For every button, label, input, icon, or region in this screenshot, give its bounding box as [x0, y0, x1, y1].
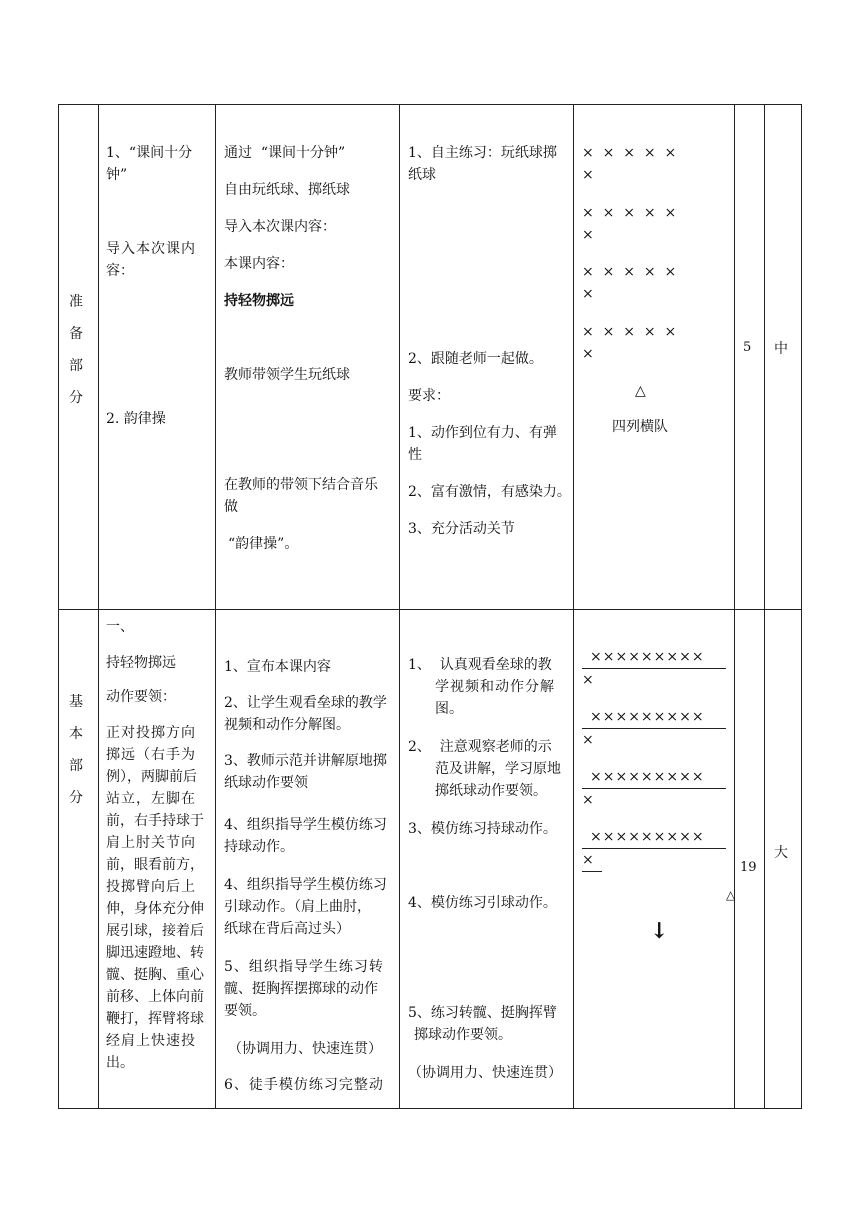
prep-time: 5	[743, 340, 752, 355]
formation-row-main: × × × × ×	[582, 205, 677, 221]
basic-content-l15: 髋、挺胸、重心	[106, 967, 204, 983]
basic-student-l2: 学视频和动作分解	[435, 679, 555, 695]
section-char: 分	[69, 390, 83, 406]
basic-content-l9: 肩上肘关节向	[106, 835, 196, 851]
basic-time-cell	[734, 609, 765, 1109]
prep-student-l3: 2、跟随老师一起做。	[408, 351, 543, 367]
basic-student-l10: 掷球动作要领。	[414, 1027, 512, 1043]
basic-teacher-l4: 3、教师示范并讲解原地掷	[224, 753, 387, 769]
formation-row-wrap: ×	[582, 792, 594, 808]
basic-student-l4: 2、 注意观察老师的示	[408, 739, 552, 755]
formation-row-wrap: ×	[582, 732, 594, 748]
formation-row-wrap: ×	[582, 849, 602, 872]
prep-teacher-l7: 在教师的带领下结合音乐	[224, 477, 378, 493]
basic-teacher-l14: （协调用力、快速连贯）	[228, 1041, 382, 1057]
basic-student-l5: 范及讲解，学习原地	[435, 761, 561, 777]
formation-row-main: × × × × ×	[582, 264, 677, 280]
basic-intensity: 大	[774, 845, 788, 861]
prep-formation-row	[582, 261, 676, 305]
prep-teacher-l5: 持轻物掷远	[224, 293, 294, 309]
basic-content-l13: 展引球，接着后	[106, 923, 204, 939]
teacher-triangle-icon: △	[635, 383, 646, 399]
basic-content-l8: 前，右手持球于	[106, 813, 204, 829]
basic-student-l9: 5、练习转髋、挺胸挥臂	[408, 1005, 557, 1021]
basic-content-l11: 投掷臂向后上	[106, 879, 196, 895]
prep-time-cell	[734, 104, 765, 610]
formation-row-wrap: ×	[582, 227, 594, 243]
prep-student-l8: 3、充分活动关节	[408, 521, 515, 537]
basic-teacher-cell	[215, 609, 400, 1109]
basic-section-label	[66, 692, 86, 820]
basic-formation-row	[582, 766, 726, 811]
prep-student-l5: 1、动作到位有力、有弹	[408, 425, 557, 441]
section-char: 本	[69, 726, 83, 742]
basic-teacher-l1: 1、宣布本课内容	[224, 659, 331, 675]
formation-row-main: ×××××××××	[582, 826, 726, 849]
basic-content-l4: 正对投掷方向	[106, 725, 196, 741]
prep-teacher-l6: 教师带领学生玩纸球	[224, 367, 350, 383]
formation-row-main: ×××××××××	[582, 646, 726, 669]
prep-intro-line1: 导入本次课内	[106, 241, 196, 257]
prep-formation-caption: 四列横队	[612, 419, 668, 435]
teacher-triangle-icon: △	[726, 888, 736, 902]
basic-teacher-l10: 纸球在背后高过头）	[224, 921, 350, 937]
prep-student-l7: 2、富有激情，有感染力。	[408, 484, 571, 500]
basic-teacher-l15: 6、徒手模仿练习完整动	[224, 1077, 384, 1093]
section-char: 部	[69, 358, 83, 374]
prep-intensity: 中	[774, 341, 788, 357]
basic-section-cell	[58, 609, 99, 1109]
basic-teacher-l6: 4、组织指导学生模仿练习	[224, 817, 387, 833]
basic-teacher-l12: 髋、挺胸挥摆掷球的动作	[224, 981, 378, 997]
formation-row-wrap: ×	[582, 286, 594, 302]
basic-teacher-l11: 5、组织指导学生练习转	[224, 959, 384, 975]
section-char: 备	[69, 326, 83, 342]
basic-student-l11: （协调用力、快速连贯）	[408, 1065, 562, 1081]
basic-teacher-l5: 纸球动作要领	[224, 775, 308, 791]
arrow-down-icon: ↓	[650, 918, 669, 944]
section-char: 分	[69, 790, 83, 806]
prep-student-l6: 性	[408, 447, 422, 463]
formation-row-main: × × × × ×	[582, 324, 677, 340]
prep-teacher-l1: 通过 “课间十分钟”	[224, 145, 346, 161]
prep-teacher-l4: 本课内容：	[224, 256, 294, 272]
basic-formation-row	[582, 826, 726, 872]
formation-row-main: ×××××××××	[582, 706, 726, 729]
formation-row-wrap: ×	[582, 672, 594, 688]
prep-item1-line1: 1、“课间十分	[106, 145, 193, 161]
basic-teacher-l2: 2、让学生观看垒球的教学	[224, 695, 387, 711]
prep-student-l4: 要求：	[408, 388, 450, 404]
prep-formation-row	[582, 202, 676, 246]
basic-content-l14: 脚迅速蹬地、转	[106, 945, 204, 961]
formation-row-wrap: ×	[582, 346, 594, 362]
basic-content-l1: 一、	[106, 619, 134, 635]
formation-row-main: × × × × ×	[582, 145, 677, 161]
basic-content-l17: 鞭打，挥臂将球	[106, 1011, 204, 1027]
basic-teacher-l13: 要领。	[224, 1003, 266, 1019]
section-char: 准	[69, 294, 83, 310]
basic-content-l16: 前移、上体向前	[106, 989, 204, 1005]
basic-content-l12: 伸，身体充分伸	[106, 901, 204, 917]
prep-formation-row	[582, 142, 676, 186]
prep-item2: 2. 韵律操	[106, 411, 166, 427]
basic-student-l1: 1、 认真观看垒球的教	[408, 657, 552, 673]
basic-content-l6: 例），两脚前后	[106, 769, 197, 785]
basic-teacher-l3: 视频和动作分解图。	[224, 717, 350, 733]
prep-teacher-l9: “韵律操”。	[228, 536, 299, 552]
basic-time: 19	[740, 860, 757, 875]
basic-content-l3: 动作要领：	[106, 689, 176, 705]
prep-formation-row	[582, 321, 676, 365]
basic-student-l6: 掷纸球动作要领。	[435, 783, 547, 799]
prep-student-l2: 纸球	[408, 167, 436, 183]
formation-row-main: ×××××××××	[582, 766, 726, 789]
section-char: 基	[69, 694, 83, 710]
basic-teacher-l8: 4、组织指导学生模仿练习	[224, 877, 387, 893]
basic-content-l7: 站立，左脚在	[106, 791, 196, 807]
basic-teacher-l7: 持球动作。	[224, 839, 294, 855]
basic-content-l2: 持轻物掷远	[106, 655, 176, 671]
basic-formation-row	[582, 706, 726, 751]
basic-content-l19: 出。	[106, 1055, 134, 1071]
prep-item1-line2: 钟”	[106, 167, 128, 183]
basic-content-l18: 经肩上快速投	[106, 1033, 196, 1049]
prep-student-l1: 1、自主练习：玩纸球掷	[408, 145, 557, 161]
section-char: 部	[69, 758, 83, 774]
basic-student-l7: 3、模仿练习持球动作。	[408, 821, 557, 837]
prep-teacher-l2: 自由玩纸球、掷纸球	[224, 182, 350, 198]
basic-student-l3: 图。	[435, 701, 463, 717]
formation-row-wrap: ×	[582, 167, 594, 183]
basic-formation-row	[582, 646, 726, 691]
basic-student-l8: 4、模仿练习引球动作。	[408, 895, 557, 911]
prep-teacher-l3: 导入本次课内容：	[224, 219, 336, 235]
basic-content-l5: 掷远（右手为	[106, 747, 196, 763]
basic-teacher-l9: 引球动作。（肩上曲肘，	[224, 899, 371, 915]
prep-section-label	[66, 292, 86, 420]
basic-content-l10: 前，眼看前方，	[106, 857, 204, 873]
prep-intro-line2: 容：	[106, 263, 134, 279]
prep-teacher-l8: 做	[224, 499, 238, 515]
